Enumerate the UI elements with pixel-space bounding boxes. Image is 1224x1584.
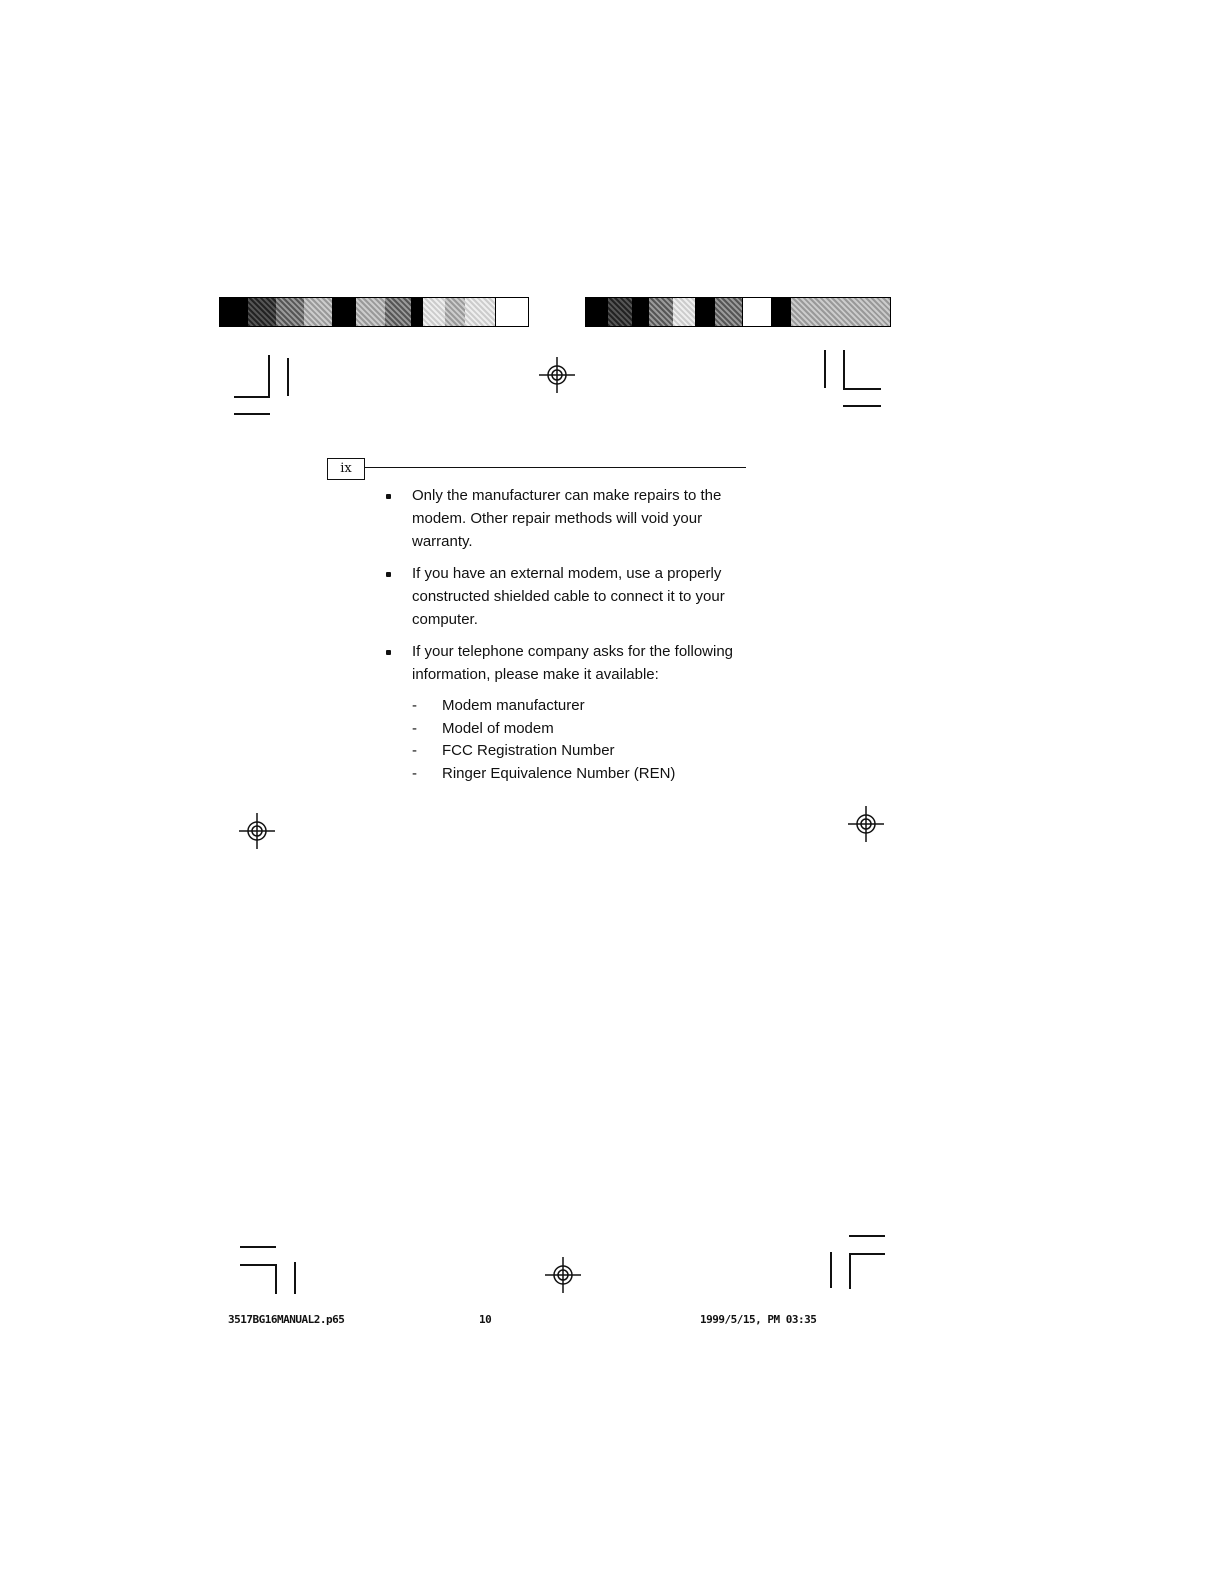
list-item: - FCC Registration Number [412, 740, 763, 763]
bullet-item: If you have an external modem, use a properly constructed shielded cable to connect it to your computer. [383, 562, 763, 631]
info-list [412, 695, 763, 785]
footer-filename: 3517BG16MANUAL2.p65 [228, 1313, 345, 1326]
list-item: - Model of modem [412, 718, 763, 741]
list-item: - Ringer Equivalence Number (REN) [412, 763, 763, 786]
header-rule [365, 467, 746, 468]
registration-mark-icon [846, 804, 886, 844]
footer-timestamp: 1999/5/15, PM 03:35 [700, 1313, 817, 1326]
registration-mark-icon [237, 811, 277, 851]
page-tab: ix [327, 458, 365, 480]
color-bar-right [585, 297, 891, 327]
bullet-item: If your telephone company asks for the following information, please make it available: [383, 640, 763, 686]
page-content [383, 484, 763, 785]
list-item: - Modem manufacturer [412, 695, 763, 718]
color-bar-left [219, 297, 529, 327]
registration-mark-icon [543, 1255, 583, 1295]
footer-page-number: 10 [479, 1313, 492, 1326]
registration-mark-icon [537, 355, 577, 395]
bullet-item: Only the manufacturer can make repairs to the modem. Other repair methods will void your warranty. [383, 484, 763, 553]
